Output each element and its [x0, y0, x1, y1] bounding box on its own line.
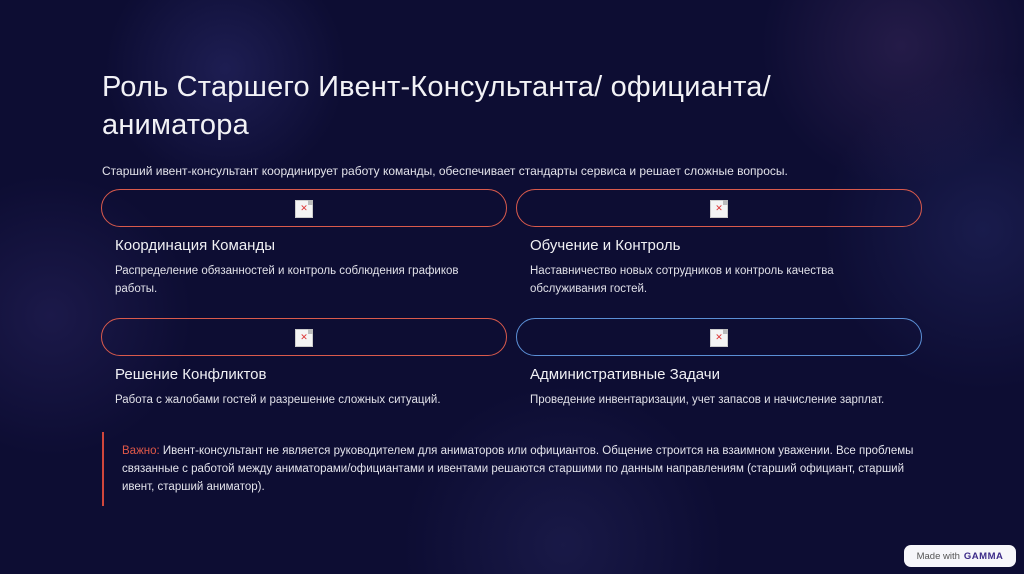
gamma-logo: GAMMA — [963, 550, 1004, 562]
important-note — [102, 432, 922, 506]
card-heading: Обучение и Контроль — [530, 237, 681, 254]
card-training-control — [516, 189, 922, 298]
broken-image-icon: ✕ — [710, 329, 728, 347]
note-label: Важно: — [122, 445, 160, 457]
card-heading: Административные Задачи — [530, 366, 720, 383]
broken-image-icon: ✕ — [295, 200, 313, 218]
note-text: Ивент-консультант не является руководителем для аниматоров или официантов. Общение строится на взаимном уважении. Все проблемы связанные с работой между аниматорами/официантами и ивентами решаются старшими по данным направлениям (старший официант, старший ивент, старший аниматор). — [122, 445, 914, 493]
card-text: Работа с жалобами гостей и разрешение сложных ситуаций. — [115, 394, 441, 406]
subtitle: Старший ивент-консультант координирует работу команды, обеспечивает стандарты сервиса и решает сложные вопросы. — [102, 164, 788, 178]
broken-image-icon: ✕ — [710, 200, 728, 218]
page-title: Роль Старшего Ивент-Консультанта/ официанта/ аниматора — [102, 71, 771, 141]
card-admin-tasks — [516, 318, 922, 409]
card-image-bar — [516, 189, 922, 227]
badge-prefix: Made with — [916, 550, 960, 562]
card-heading: Решение Конфликтов — [115, 366, 267, 383]
broken-image-icon: ✕ — [295, 329, 313, 347]
card-image-bar — [101, 189, 507, 227]
card-team-coordination — [101, 189, 507, 298]
card-image-bar — [516, 318, 922, 356]
card-heading: Координация Команды — [115, 237, 275, 254]
card-conflict-resolution — [101, 318, 507, 409]
card-text: Проведение инвентаризации, учет запасов и начисление зарплат. — [530, 394, 885, 406]
made-with-gamma-badge[interactable] — [904, 545, 1016, 567]
card-text: Распределение обязанностей и контроль соблюдения графиков работы. — [115, 265, 459, 295]
card-text: Наставничество новых сотрудников и контроль качества обслуживания гостей. — [530, 265, 834, 295]
card-image-bar — [101, 318, 507, 356]
